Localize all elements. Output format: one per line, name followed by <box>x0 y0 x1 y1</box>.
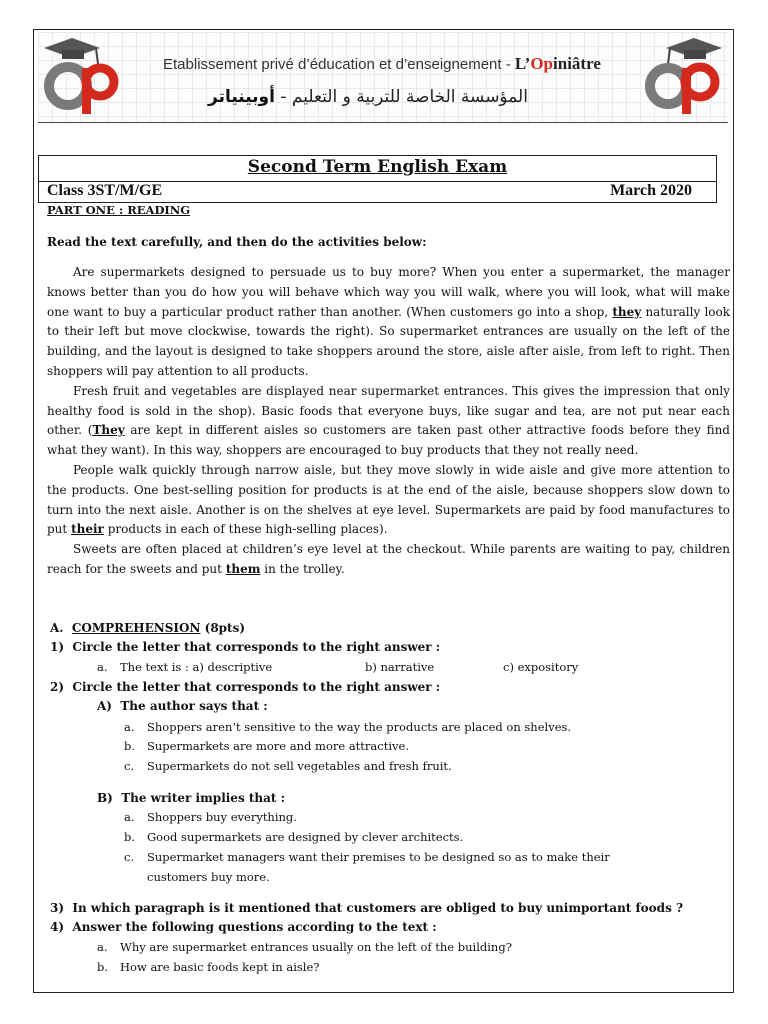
subquestion-label: A) <box>97 699 112 713</box>
question-2B <box>97 791 285 805</box>
comprehension-heading <box>50 621 245 635</box>
paragraph-3 <box>47 461 730 540</box>
p2-reference-word: They <box>92 423 125 438</box>
q4-option-letter: a. <box>97 940 108 954</box>
question-4 <box>50 920 437 934</box>
part-one-heading: PART ONE : READING <box>47 203 191 217</box>
question-number: 4) <box>50 920 65 934</box>
q2A-option-letter: b. <box>124 739 136 753</box>
question-text: Circle the letter that corresponds to the right answer : <box>72 640 441 654</box>
q4-option-a: Why are supermarket entrances usually on the left of the building? <box>120 940 512 954</box>
p4-reference-word: them <box>225 561 261 576</box>
question-2A <box>97 699 268 713</box>
q1-option-c: c) expository <box>503 660 579 674</box>
q4-option-letter: b. <box>97 960 109 974</box>
exam-title: Second Term English Exam <box>247 157 508 177</box>
p4-text-a: Sweets are often placed at children’s eye level at the checkout. While parents are waiting to pay, children reach for the sweets and put <box>47 542 730 576</box>
question-number: 3) <box>50 901 65 915</box>
brand-prefix: L’ <box>514 54 531 73</box>
arabic-line: المؤسسة الخاصة للتربية و التعليم - <box>280 87 528 107</box>
paragraph-1 <box>47 263 730 382</box>
q1-option-a-letter: a. <box>97 660 108 674</box>
p4-text-b: in the trolley. <box>264 561 345 576</box>
question-1 <box>50 640 440 654</box>
q4-option-b: How are basic foods kept in aisle? <box>120 960 320 974</box>
reading-passage <box>47 263 730 580</box>
school-name-arabic <box>208 87 528 107</box>
q2A-option-letter: c. <box>124 759 135 773</box>
brand-suffix: iniâtre <box>553 54 601 73</box>
p3-text-a: People walk quickly through narrow aisle, but they move slowly in wide aisle and give more attention to the products. One best-selling position for products is at the end of the aisle, because shoppers slow down to turn into the next aisle. Another is on the shelves at eye level. Supermarkets are paid by food manufactures to put <box>47 462 730 537</box>
section-title: COMPREHENSION <box>71 621 201 635</box>
brand-latin <box>515 54 601 73</box>
q1-option-a: The text is : a) descriptive <box>120 660 273 674</box>
question-number: 2) <box>50 680 65 694</box>
q2B-option-c: Supermarket managers want their premises to be designed so as to make their <box>147 850 610 864</box>
school-name-french <box>163 54 601 74</box>
reading-instruction: Read the text carefully, and then do the activities below: <box>47 235 427 249</box>
subquestion-text: The author says that : <box>120 699 268 713</box>
p1-text-a: Are supermarkets designed to persuade us to buy more? When you enter a supermarket, the manager knows better than you do how you will behave which way you will walk, where you will look, what will make one want to buy a particular product rather than another. (When customers go into a shop, <box>47 265 730 319</box>
q2A-option-c: Supermarkets do not sell vegetables and fresh fruit. <box>147 759 452 773</box>
question-3 <box>50 901 683 915</box>
q2B-option-letter: c. <box>124 850 135 864</box>
p1-reference-word: they <box>612 304 642 319</box>
class-label: Class 3ST/M/GE <box>47 182 163 199</box>
p3-reference-word: their <box>71 522 104 537</box>
paragraph-4 <box>47 540 730 580</box>
school-logo-left <box>42 34 122 118</box>
q2A-option-letter: a. <box>124 720 135 734</box>
q2A-option-a: Shoppers aren’t sensitive to the way the products are placed on shelves. <box>147 720 572 734</box>
school-logo-right <box>644 34 724 118</box>
q2B-option-letter: b. <box>124 830 136 844</box>
p3-text-b: products in each of these high-selling places). <box>107 522 388 537</box>
exam-date: March 2020 <box>610 182 692 199</box>
exam-title-box <box>38 155 717 203</box>
q2B-option-letter: a. <box>124 810 135 824</box>
q2B-option-a: Shoppers buy everything. <box>147 810 297 824</box>
subquestion-text: The writer implies that : <box>121 791 286 805</box>
question-number: 1) <box>50 640 65 654</box>
paragraph-2 <box>47 382 730 461</box>
section-points: (8pts) <box>204 621 246 635</box>
section-letter: A. <box>50 621 64 635</box>
question-2 <box>50 680 440 694</box>
q2B-option-c-continued: customers buy more. <box>147 870 270 884</box>
question-text: Answer the following questions according to the text : <box>72 920 437 934</box>
q1-option-b: b) narrative <box>365 660 435 674</box>
subquestion-label: B) <box>97 791 113 805</box>
q2A-option-b: Supermarkets are more and more attractive. <box>147 739 409 753</box>
question-text: Circle the letter that corresponds to the right answer : <box>72 680 441 694</box>
p2-text-a: Fresh fruit and vegetables are displayed near supermarket entrances. This gives the impression that only healthy food is sold in the shop). Basic foods that everyone buys, like sugar and tea, are not put near each other. ( <box>47 383 730 438</box>
school-header-banner <box>38 32 728 123</box>
arabic-brand: أوبينياتر <box>208 87 275 107</box>
question-text: In which paragraph is it mentioned that customers are obliged to buy unimportant foods ? <box>72 901 684 915</box>
p2-text-b: are kept in different aisles so customers are taken past other attractive foods before they find what they want). In this way, shoppers are encouraged to buy products that they not really need. <box>47 423 730 458</box>
french-line: Etablissement privé d’éducation et d’enseignement - <box>163 56 511 73</box>
q2B-option-b: Good supermarkets are designed by clever architects. <box>147 830 464 844</box>
brand-op: Op <box>530 54 554 73</box>
p1-text-b: naturally look to their left but move clockwise, towards the right). So supermarket entrances are usually on the left of the building, and the layout is designed to take shoppers around the store, aisle after aisle, from left to right. Then shoppers will pay attention to all products. <box>47 304 730 378</box>
